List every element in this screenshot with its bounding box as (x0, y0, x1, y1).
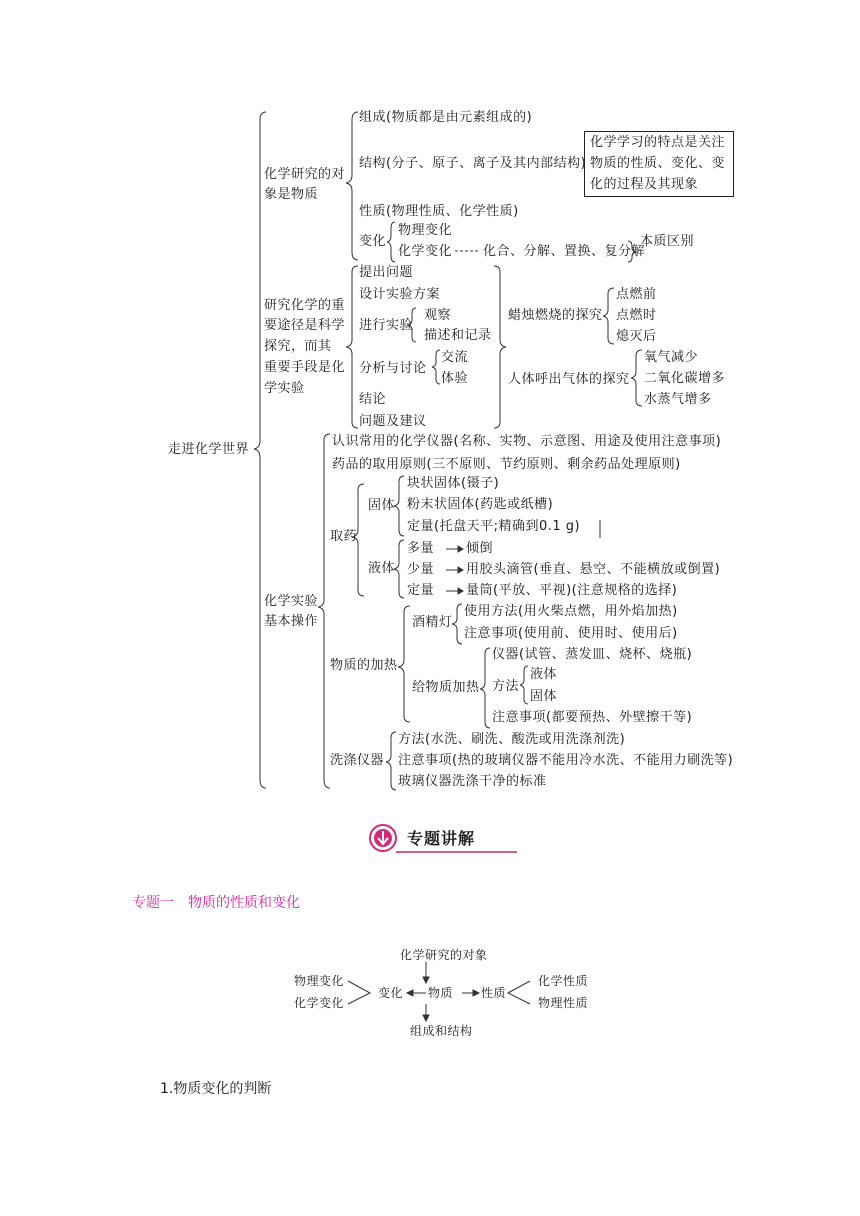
b3-lamp-note: 注意事项(使用前、使用时、使用后) (464, 626, 678, 641)
b3-title-line1: 化学实验 (264, 594, 319, 609)
b2-title-line4: 重要手段是化 (264, 360, 346, 375)
b3-heat-liquid: 液体 (530, 667, 558, 682)
b3-liquid-many-result: 倾倒 (466, 541, 494, 556)
b2-title-line3: 探究，而其 (264, 339, 332, 354)
diagram-chem-prop: 化学性质 (538, 974, 589, 988)
b1-change: 变化 (359, 234, 387, 249)
b2-candle-item-2: 点燃时 (616, 308, 657, 323)
b2-candle-item-1: 点燃前 (616, 287, 657, 302)
b1-note-line3: 化的过程及其现象 (590, 177, 699, 192)
b3-lamp: 酒精灯 (412, 615, 453, 630)
b3-liquid-quant-result: 量筒(平放、平视)(注意规格的选择) (466, 583, 678, 598)
b3-heat: 物质的加热 (330, 658, 398, 673)
b2-step5: 结论 (359, 392, 387, 407)
b2-step4: 分析与讨论 (359, 361, 427, 376)
b3-solid-item-2: 粉末状固体(药匙或纸槽) (407, 497, 554, 512)
b3-wash: 洗涤仪器 (330, 753, 385, 768)
b3-principles: 药品的取用原则(三不原则、节约原则、剩余药品处理原则) (332, 457, 681, 472)
b1-structure: 结构(分子、原子、离子及其内部结构) (359, 156, 587, 171)
b2-step3a: 观察 (424, 308, 452, 323)
topic-heading: 专题一 物质的性质和变化 (132, 895, 300, 911)
b1-title-line1: 化学研究的对 (264, 167, 346, 182)
b3-take: 取药 (330, 529, 358, 544)
diagram-matter: 物质 (428, 986, 454, 1000)
b2-breath-item-3: 水蒸气增多 (644, 392, 712, 407)
b3-heat-sub: 给物质加热 (412, 680, 480, 695)
b3-instruments: 认识常用的化学仪器(名称、实物、示意图、用途及使用注意事项) (332, 434, 722, 449)
diagram-chem-change: 化学变化 (294, 996, 345, 1010)
b3-heat-method: 方法 (492, 679, 520, 694)
b3-title-line2: 基本操作 (264, 614, 319, 629)
b3-liquid: 液体 (368, 561, 396, 576)
b1-composition: 组成(物质都是由元素组成的) (359, 110, 533, 125)
b2-breath: 人体呼出气体的探究 (508, 372, 630, 387)
b3-solid-item-1: 块状固体(镊子) (407, 476, 500, 491)
diagram-bottom: 组成和结构 (410, 1024, 473, 1038)
b1-chem-change: 化学变化 (398, 244, 453, 259)
b1-essence: 本质区别 (640, 234, 695, 249)
b3-liquid-few-result: 用胶头滴管(垂直、悬空、不能横放或倒置) (466, 562, 721, 577)
b2-step6: 问题及建议 (359, 414, 427, 429)
section-heading: 1.物质变化的判断 (160, 1081, 272, 1097)
diagram-property: 性质 (481, 986, 507, 1000)
b2-title-line1: 研究化学的重 (264, 298, 346, 313)
b2-step3b: 描述和记录 (424, 328, 492, 343)
b2-candle: 蜡烛燃烧的探究 (508, 308, 603, 323)
b3-liquid-many: 多量 (407, 541, 435, 556)
b1-chem-change-types: 化合、分解、置换、复分解 (483, 244, 646, 259)
diagram-phys-change: 物理变化 (294, 974, 345, 988)
b3-liquid-quant: 定量 (407, 583, 435, 598)
b3-wash-method: 方法(水洗、刷洗、酸洗或用洗涤剂洗) (398, 732, 626, 747)
b2-step1: 提出问题 (359, 265, 414, 280)
b3-liquid-few: 少量 (407, 562, 435, 577)
b1-title-line2: 象是物质 (264, 187, 319, 202)
b2-breath-item-2: 二氧化碳增多 (644, 371, 726, 386)
b3-wash-note: 注意事项(热的玻璃仪器不能用冷水洗、不能用力刷洗等) (398, 753, 734, 768)
mindmap-root: 走进化学世界 (168, 442, 250, 457)
b2-breath-item-1: 氧气减少 (644, 350, 699, 365)
b3-heat-instruments: 仪器(试管、蒸发皿、烧杯、烧瓶) (492, 647, 693, 662)
b2-title-line5: 学实验 (264, 381, 305, 396)
b2-title-line2: 要途径是科学 (264, 318, 346, 333)
b2-step3: 进行实验 (359, 318, 414, 333)
b3-heat-solid: 固体 (530, 689, 558, 704)
b2-step4a: 交流 (441, 350, 469, 365)
b2-step4b: 体验 (441, 371, 469, 386)
b3-wash-standard: 玻璃仪器洗涤干净的标准 (398, 774, 547, 789)
b1-note-line1: 化学学习的特点是关注 (590, 135, 726, 150)
diagram-change: 变化 (378, 986, 404, 1000)
b1-property: 性质(物理性质、化学性质) (359, 204, 519, 219)
b2-candle-item-3: 熄灭后 (616, 329, 657, 344)
b1-phys-change: 物理变化 (398, 223, 453, 238)
banner-title: 专题讲解 (407, 829, 476, 848)
b3-lamp-use: 使用方法(用火柴点燃，用外焰加热) (464, 604, 678, 619)
b1-note-line2: 物质的性质、变化、变 (590, 156, 726, 171)
b3-solid: 固体 (368, 498, 396, 513)
b3-solid-item-3: 定量(托盘天平;精确到0.1 g) (407, 519, 581, 534)
diagram-phys-prop: 物理性质 (538, 996, 589, 1010)
diagram-top: 化学研究的对象 (400, 948, 488, 962)
b3-heat-note: 注意事项(都要预热、外壁擦干等) (492, 710, 693, 725)
b2-step2: 设计实验方案 (359, 287, 441, 302)
